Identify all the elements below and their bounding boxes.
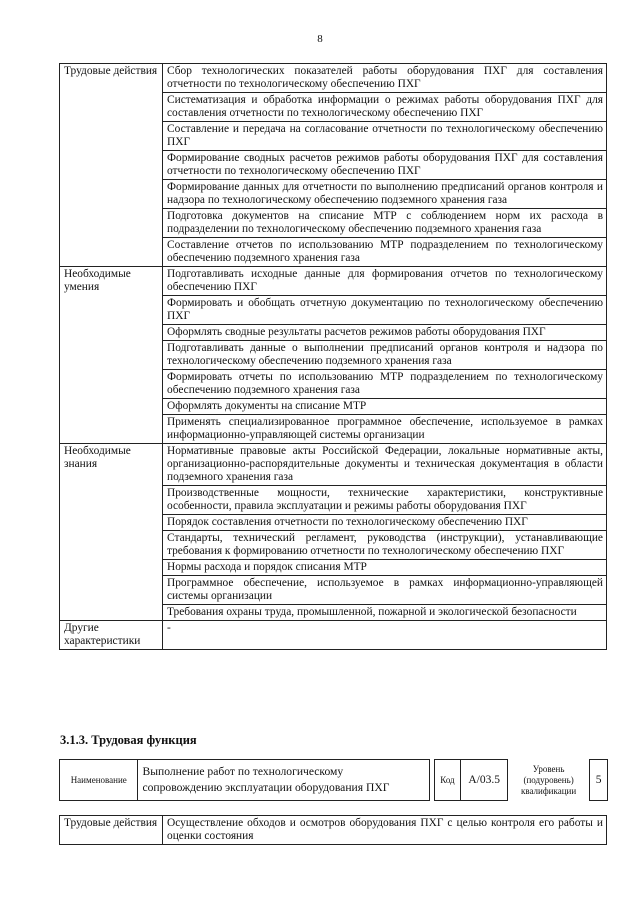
labor-actions-item: Систематизация и обработка информации о режимах работы оборудования ПХГ для составления отчетности по технологическому обеспечению ПХГ: [163, 93, 607, 122]
required-skills-item: Оформлять сводные результаты расчетов режимов работы оборудования ПХГ: [163, 325, 607, 341]
required-skills-item: Подготавливать данные о выполнении предписаний органов контроля и надзора по технологическому обеспечению подземного хранения газа: [163, 341, 607, 370]
table-row: [60, 64, 607, 93]
required-skills-label: Необходимые умения: [60, 267, 163, 444]
required-skills-item: Формировать отчеты по использованию МТР подразделением по технологическому обеспечению подземного хранения газа: [163, 370, 607, 399]
level-label: Уровень (подуровень) квалификации: [520, 763, 577, 796]
table-row: [60, 621, 607, 650]
required-skills-item: Применять специализированное программное обеспечение, используемое в рамках информационно-управляющей системы организации: [163, 415, 607, 444]
function-actions-label: Трудовые действия: [60, 816, 163, 845]
required-knowledge-label: Необходимые знания: [60, 444, 163, 621]
table-row: [60, 267, 607, 296]
labor-actions-item: Составление и передача на согласование отчетности по технологическому обеспечению ПХГ: [163, 122, 607, 151]
required-skills-item: Подготавливать исходные данные для формирования отчетов по технологическому обеспечению ПХГ: [163, 267, 607, 296]
function-header-table: [59, 759, 608, 801]
required-skills-item: Оформлять документы на списание МТР: [163, 399, 607, 415]
table-row: [60, 816, 607, 845]
required-knowledge-item: Нормативные правовые акты Российской Федерации, локальные нормативные акты, организационно-распорядительные документы и техническая документация в области подземного хранения газа: [163, 444, 607, 486]
other-characteristics-label: Другие характеристики: [60, 621, 163, 650]
required-knowledge-item: Порядок составления отчетности по технологическому обеспечению ПХГ: [163, 515, 607, 531]
section-heading: 3.1.3. Трудовая функция: [60, 733, 197, 747]
required-knowledge-item: Нормы расхода и порядок списания МТР: [163, 560, 607, 576]
labor-actions-item: Подготовка документов на списание МТР с соблюдением норм их расхода в подразделении по технологическому обеспечению подземного хранения газа: [163, 209, 607, 238]
requirements-table: [59, 63, 607, 650]
table-row: [60, 444, 607, 486]
labor-actions-label: Трудовые действия: [60, 64, 163, 267]
required-knowledge-item: Требования охраны труда, промышленной, пожарной и экологической безопасности: [163, 605, 607, 621]
code-value: А/03.5: [461, 760, 508, 801]
page-number: 8: [317, 33, 323, 45]
name-label: Наименование: [60, 760, 138, 801]
other-characteristics-item: -: [163, 621, 607, 650]
code-label: Код: [434, 760, 461, 801]
labor-actions-item: Сбор технологических показателей работы оборудования ПХГ для составления отчетности по технологическому обеспечению ПХГ: [163, 64, 607, 93]
function-name: Выполнение работ по технологическому сопровождению эксплуатации оборудования ПХГ: [138, 760, 429, 801]
level-value: 5: [590, 760, 608, 801]
labor-actions-item: Формирование сводных расчетов режимов работы оборудования ПХГ для составления отчетности по технологическому обеспечению ПХГ: [163, 151, 607, 180]
required-skills-item: Формировать и обобщать отчетную документацию по технологическому обеспечению ПХГ: [163, 296, 607, 325]
required-knowledge-item: Стандарты, технический регламент, руководства (инструкции), устанавливающие требования к формированию отчетности по технологическому обеспечению ПХГ: [163, 531, 607, 560]
labor-actions-item: Составление отчетов по использованию МТР подразделением по технологическому обеспечению подземного хранения газа: [163, 238, 607, 267]
actions-table: [59, 815, 607, 845]
labor-actions-item: Формирование данных для отчетности по выполнению предписаний органов контроля и надзора по технологическому обеспечению подземного хранения газа: [163, 180, 607, 209]
function-actions-item: Осуществление обходов и осмотров оборудования ПХГ с целью контроля его работы и оценки состояния: [163, 816, 607, 845]
required-knowledge-item: Программное обеспечение, используемое в рамках информационно-управляющей системы организации: [163, 576, 607, 605]
required-knowledge-item: Производственные мощности, технические характеристики, конструктивные особенности, правила эксплуатации и режимы работы оборудования ПХГ: [163, 486, 607, 515]
